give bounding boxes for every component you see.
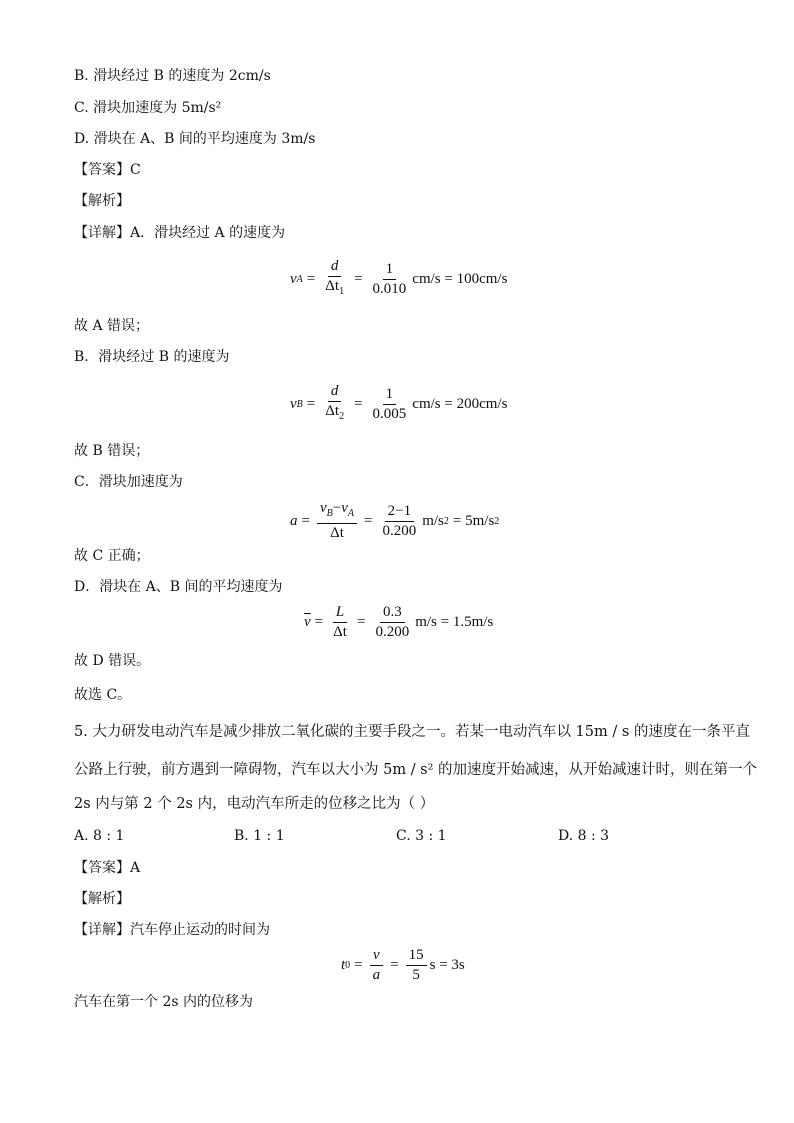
detail-d: D．滑块在 A、B 间的平均速度为 — [74, 579, 283, 595]
conclusion-c: 故 C 正确； — [74, 548, 150, 564]
q5-detail: 【详解】汽车停止运动的时间为 — [74, 922, 270, 938]
equation-stop-time: t 0 = $\frac{v}{a}$ = $\frac{15}{5}$ s = 3s — [341, 947, 465, 983]
equation-average-velocity: $\overline{v}$ = $\frac{L}{\Delta t}$ = $\frac{0.3}{0.200}$ m/s = 1.5m/s — [304, 604, 494, 640]
detail-a: 【详解】A．滑块经过 A 的速度为 — [74, 225, 286, 241]
detail-c: C．滑块加速度为 — [74, 474, 183, 490]
detail-b: B．滑块经过 B 的速度为 — [74, 349, 230, 365]
option-c: C. 滑块加速度为 5m/s² — [74, 100, 222, 116]
q5-stem-line1: 5. 大力研发电动汽车是减少排放二氧化碳的主要手段之一。若某一电动汽车以 15m / s 的速度在一条平直 — [74, 724, 750, 740]
conclusion-b: 故 B 错误； — [74, 443, 150, 459]
q5-stem-line3: 2s 内与第 2 个 2s 内，电动汽车所走的位移之比为（ ） — [74, 796, 435, 812]
final-choice: 故选 C。 — [74, 687, 132, 703]
equation-va: v A = $\frac{d}{\Delta t_1}$ = $\frac{1}{0.010}$ cm/s = 100cm/s — [290, 258, 508, 297]
equation-acceleration: a = $\frac{v_B-v_A}{\Delta t}$ = $\frac{2-1}{0.200}$ m/s 2 = 5m/s 2 — [290, 500, 500, 541]
analysis-label: 【解析】 — [74, 193, 130, 209]
conclusion-d: 故 D 错误。 — [74, 653, 151, 669]
answer-label: 【答案】C — [74, 162, 141, 178]
q5-option-c: C. 3 : 1 — [396, 828, 447, 844]
q5-next-line: 汽车在第一个 2s 内的位移为 — [74, 994, 253, 1010]
q5-stem-line2: 公路上行驶，前方遇到一障碍物，汽车以大小为 5m / s² 的加速度开始减速，从开始减速计时，则在第一个 — [74, 762, 758, 778]
equation-vb: v B = $\frac{d}{\Delta t_2}$ = $\frac{1}{0.005}$ cm/s = 200cm/s — [290, 383, 508, 422]
option-b: B. 滑块经过 B 的速度为 2cm/s — [74, 68, 271, 84]
conclusion-a: 故 A 错误； — [74, 318, 150, 334]
q5-option-b: B. 1 : 1 — [234, 828, 285, 844]
q5-option-a: A. 8 : 1 — [74, 828, 125, 844]
q5-analysis-label: 【解析】 — [74, 891, 130, 907]
option-d: D. 滑块在 A、B 间的平均速度为 3m/s — [74, 131, 316, 147]
q5-answer-label: 【答案】A — [74, 860, 141, 876]
q5-option-d: D. 8 : 3 — [558, 828, 610, 844]
